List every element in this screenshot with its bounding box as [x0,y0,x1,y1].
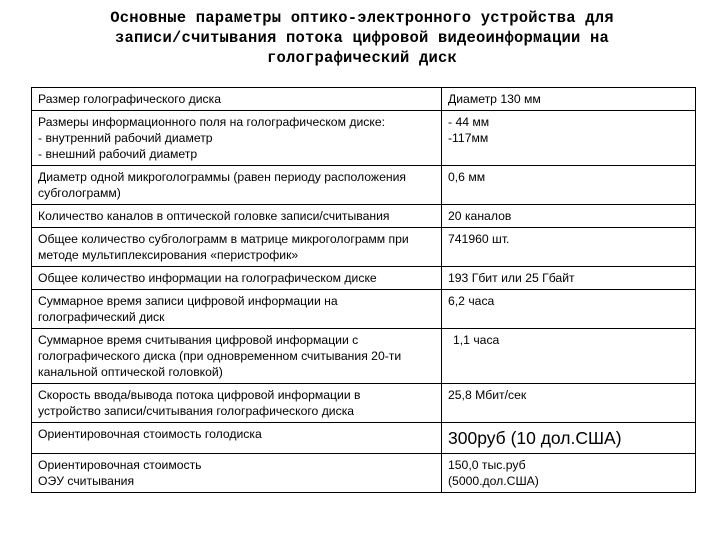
parameter-text: Ориентировочная стоимость голодиска [38,427,262,441]
value-cell [442,329,696,384]
parameter-cell [32,454,442,493]
parameter-text: Суммарное время записи цифровой информации на [38,294,338,308]
value-text: 1,1 часа [453,333,500,347]
table-row [32,228,696,267]
table-row [32,267,696,290]
parameter-text: - внутренний рабочий диаметр [38,131,213,145]
value-cell [442,267,696,290]
parameter-text: Ориентировочная стоимость [38,458,202,472]
value-cell [442,384,696,423]
value-cell [442,88,696,111]
value-text: 0,6 мм [448,170,486,184]
table-row [32,166,696,205]
value-text: 6,2 часа [448,294,495,308]
parameter-cell [32,267,442,290]
table-row [32,88,696,111]
value-cell [442,166,696,205]
table-row [32,454,696,493]
value-cell [442,205,696,228]
parameter-text: - внешний рабочий диаметр [38,147,198,161]
value-text: 741960 шт. [448,232,510,246]
parameter-text: устройство записи/считывания голографического диска [38,404,355,418]
value-text: 150,0 тыс.руб [448,458,526,472]
value-text: Диаметр 130 мм [448,92,541,106]
value-text: (5000.дол.США) [448,474,539,488]
parameter-text: Размер голографического диска [38,92,222,106]
parameter-text: канальной оптической головкой) [38,365,223,379]
table-row [32,111,696,166]
parameter-cell [32,329,442,384]
table-row [32,384,696,423]
parameter-text: ОЭУ считывания [38,474,135,488]
parameter-text: Размеры информационного поля на голографическом диске: [38,115,385,129]
value-text: 25,8 Мбит/сек [448,388,527,402]
value-cell [442,454,696,493]
parameters-table [31,87,696,493]
value-text: -117мм [448,131,489,145]
parameter-cell [32,166,442,205]
parameter-text: Общее количество информации на голографическом диске [38,271,377,285]
parameter-text: Диаметр одной микроголограммы (равен периоду расположения [38,170,406,184]
page-title [30,8,694,68]
title-line-3: голографический диск [266,49,458,67]
value-cell [442,228,696,267]
parameter-text: методе мультиплексирования «перистрофик» [38,248,299,262]
table-row [32,329,696,384]
title-line-2: записи/считывания потока цифровой видеоинформации на [114,29,610,47]
parameter-cell [32,423,442,454]
value-text: - 44 мм [448,115,490,129]
value-cell [442,423,696,454]
parameter-cell [32,290,442,329]
parameter-cell [32,384,442,423]
parameter-cell [32,205,442,228]
parameter-text: голографического диска (при одновременном считывания 20-ти [38,349,402,363]
value-cell [442,111,696,166]
table-row [32,423,696,454]
parameter-text: Количество каналов в оптической головке записи/считывания [38,209,390,223]
parameter-cell [32,88,442,111]
table-row [32,205,696,228]
parameter-cell [32,111,442,166]
parameter-text: субголограмм) [38,186,121,200]
value-text: 20 каналов [448,209,512,223]
parameter-cell [32,228,442,267]
value-text: 193 Гбит или 25 Гбайт [448,271,575,285]
parameter-text: Скорость ввода/вывода потока цифровой информации в [38,388,361,402]
parameter-text: голографический диск [38,310,165,324]
parameter-text: Общее количество субголограмм в матрице микроголограмм при [38,232,409,246]
value-cell [442,290,696,329]
title-line-1: Основные параметры оптико-электронного устройства для [110,9,614,27]
parameter-text: Суммарное время считывания цифровой информации с [38,333,359,347]
table-row [32,290,696,329]
value-text: 300руб (10 дол.США) [448,428,622,448]
